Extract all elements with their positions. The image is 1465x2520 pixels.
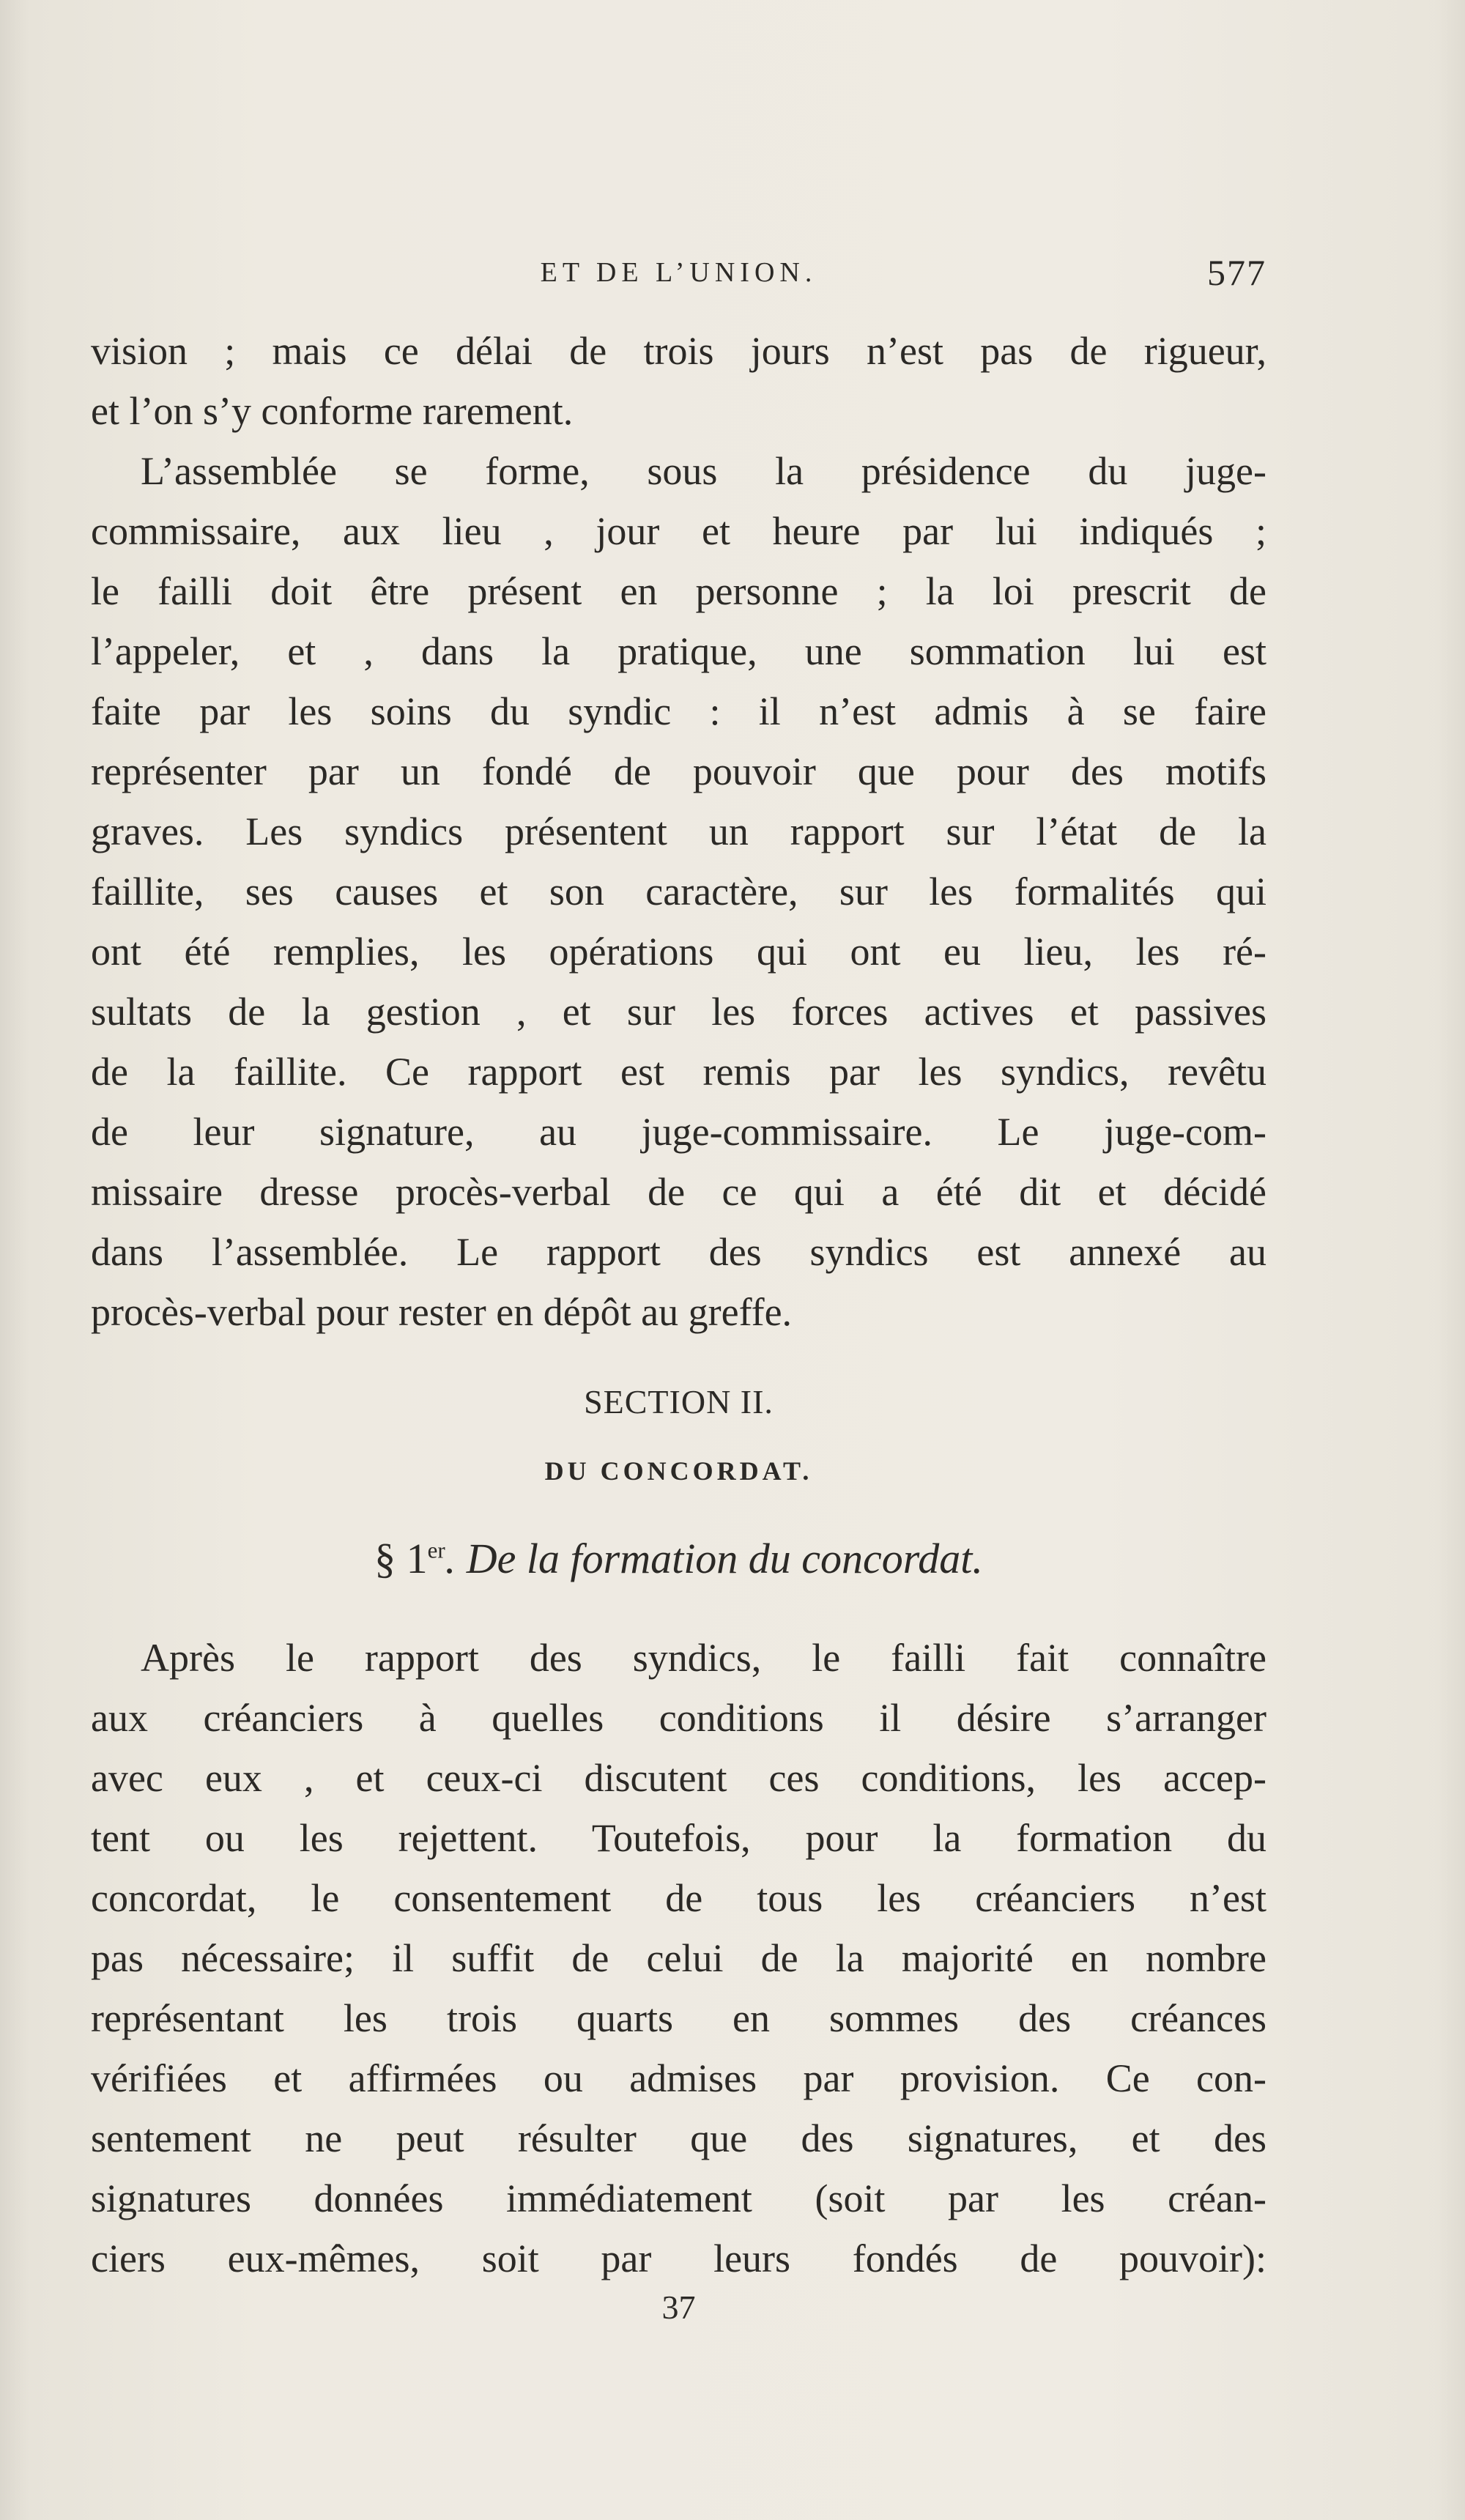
signature-mark: 37: [661, 2289, 696, 2326]
text-line: l’appeler, et , dans la pratique, une sommation lui est: [91, 629, 1266, 673]
text-line: commissaire, aux lieu , jour et heure par lui indiqués ;: [91, 509, 1266, 553]
text-line: faite par les soins du syndic : il n’est admis à se faire: [91, 689, 1266, 733]
text-line: ciers eux-mêmes, soit par leurs fondés de pouvoir):: [91, 2236, 1266, 2280]
paragraph-number: 1: [406, 1535, 428, 1582]
text-line: avec eux , et ceux-ci discutent ces conditions, les accep-: [91, 1756, 1266, 1800]
text-line: représenter par un fondé de pouvoir que pour des motifs: [91, 749, 1266, 793]
text-line: graves. Les syndics présentent un rapport sur l’état de la: [91, 809, 1266, 853]
text-line: de leur signature, au juge-commissaire. Le juge-com-: [91, 1110, 1266, 1154]
paragraph-3: [91, 1628, 1266, 2289]
section-heading: SECTION II.: [584, 1383, 774, 1420]
running-head: ET DE L’UNION.: [540, 257, 817, 288]
paragraph-heading: [91, 1529, 1266, 1589]
text-line: procès-verbal pour rester en dépôt au greffe.: [91, 1290, 793, 1334]
text-line: signatures données immédiatement (soit par les créan-: [91, 2176, 1266, 2220]
text-line: le failli doit être présent en personne ; la loi prescrit de: [91, 569, 1266, 613]
text-line: vision ; mais ce délai de trois jours n’est pas de rigueur,: [91, 329, 1266, 373]
section-sign: §: [374, 1535, 396, 1582]
left-page-edge: [0, 0, 29, 2520]
page-header: [91, 252, 1266, 296]
subsection-heading: DU CONCORDAT.: [544, 1456, 813, 1486]
text-line: missaire dresse procès-verbal de ce qui a été dit et décidé: [91, 1170, 1266, 1214]
text-line: vérifiées et affirmées ou admises par provision. Ce con-: [91, 2056, 1266, 2100]
paragraph-1: [91, 321, 1266, 441]
text-line: tent ou les rejettent. Toutefois, pour la formation du: [91, 1816, 1266, 1860]
text-line: représentant les trois quarts en sommes des créances: [91, 1996, 1266, 2040]
text-line: pas nécessaire; il suffit de celui de la majorité en nombre: [91, 1936, 1266, 1980]
right-page-edge: [1436, 0, 1465, 2520]
text-line: ont été remplies, les opérations qui ont eu lieu, les ré-: [91, 930, 1266, 974]
text-line: L’assemblée se forme, sous la présidence du juge-: [141, 449, 1266, 493]
text-line: Après le rapport des syndics, le failli fait connaître: [141, 1636, 1266, 1680]
text-line: faillite, ses causes et son caractère, sur les formalités qui: [91, 870, 1266, 914]
paragraph-2: [91, 441, 1266, 1342]
text-line: concordat, le consentement de tous les créanciers n’est: [91, 1876, 1266, 1920]
paragraph-heading-title: . De la formation du concordat.: [445, 1535, 983, 1582]
page-number: 577: [1207, 252, 1266, 293]
text-line: de la faillite. Ce rapport est remis par les syndics, revêtu: [91, 1050, 1266, 1094]
text-line: sultats de la gestion , et sur les forces actives et passives: [91, 990, 1266, 1034]
text-line: et l’on s’y conforme rarement.: [91, 389, 574, 433]
text-line: sentement ne peut résulter que des signatures, et des: [91, 2116, 1266, 2160]
paragraph-number-superscript: er: [427, 1537, 445, 1563]
text-line: dans l’assemblée. Le rapport des syndics est annexé au: [91, 1230, 1266, 1274]
text-line: aux créanciers à quelles conditions il désire s’arranger: [91, 1696, 1266, 1740]
